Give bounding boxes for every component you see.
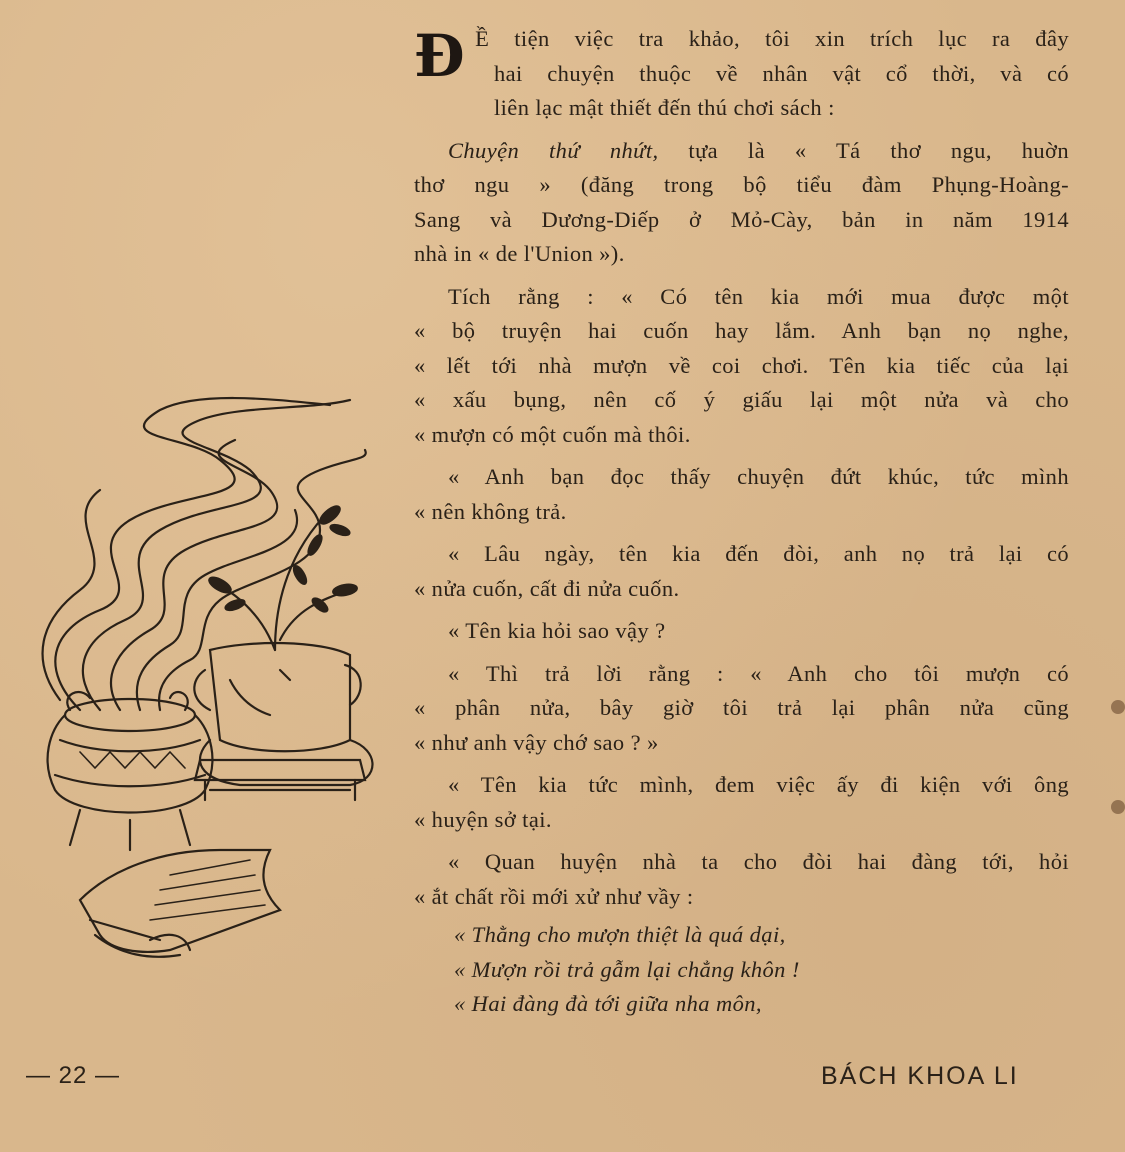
text-line: « ắt chất rồi mới xử như vầy : bbox=[414, 883, 694, 909]
incense-burner bbox=[48, 692, 213, 850]
text-line: « huyện sở tại. bbox=[414, 806, 552, 832]
paragraph-5 bbox=[414, 614, 1069, 649]
text-line: « nên không trả. bbox=[414, 498, 567, 524]
poem-line: « Thằng cho mượn thiệt là quá dại, bbox=[454, 922, 786, 947]
paragraph-4 bbox=[414, 537, 1069, 606]
paragraph-3 bbox=[414, 460, 1069, 529]
paper-stain bbox=[1111, 700, 1125, 714]
paragraph-2 bbox=[414, 280, 1069, 453]
poem-line: « Mượn rồi trả gẫm lại chẳng khôn ! bbox=[454, 956, 800, 982]
intro-line: Ề tiện việc tra khảo, tôi xin trích lục ra đây bbox=[475, 26, 1069, 51]
smoke-lines bbox=[43, 398, 366, 710]
publication-title: BÁCH KHOA LI bbox=[821, 1062, 1019, 1090]
paragraph-1 bbox=[414, 134, 1069, 272]
text-line: « Lâu ngày, tên kia đến đòi, anh nọ trả lại có bbox=[448, 541, 1069, 566]
text-line: Tích rằng : « Có tên kia mới mua được một bbox=[448, 283, 1069, 309]
text-line: nhà in « de l'Union »). bbox=[414, 241, 625, 266]
text-line: « lết tới nhà mượn về coi chơi. Tên kia tiếc của lại bbox=[414, 352, 1069, 378]
text-line: « phân nửa, bây giờ tôi trả lại phân nửa cũng bbox=[414, 695, 1069, 720]
open-book bbox=[80, 850, 280, 957]
plant-leaves bbox=[207, 503, 358, 650]
paragraph-6 bbox=[414, 657, 1069, 761]
text-line: Sang và Dương-Diếp ở Mỏ-Cày, bản in năm 1914 bbox=[414, 206, 1069, 232]
paper-stain bbox=[1111, 800, 1125, 814]
text-line: « bộ truyện hai cuốn hay lắm. Anh bạn nọ nghe, bbox=[414, 318, 1069, 343]
text-line: « Anh bạn đọc thấy chuyện đứt khúc, tức mình bbox=[448, 464, 1069, 489]
intro-line: hai chuyện thuộc về nhân vật cổ thời, và có bbox=[494, 60, 1069, 86]
text-line: « mượn có một cuốn mà thôi. bbox=[414, 421, 691, 447]
drop-cap: Đ bbox=[414, 22, 466, 90]
paragraph-8 bbox=[414, 845, 1069, 914]
text-line: tựa là « Tá thơ ngu, huờn bbox=[658, 137, 1069, 163]
intro-paragraph bbox=[414, 22, 1069, 126]
text-line: « Thì trả lời rằng : « Anh cho tôi mượn có bbox=[448, 660, 1069, 686]
text-line: « Quan huyện nhà ta cho đòi hai đàng tới, hỏi bbox=[448, 849, 1069, 874]
incense-burner-book-illustration bbox=[20, 380, 400, 980]
stand bbox=[195, 760, 365, 800]
poem bbox=[414, 918, 1069, 1022]
text-line: thơ ngu » (đăng trong bộ tiểu đàm Phụng-Hoàng- bbox=[414, 172, 1069, 197]
paragraph-7 bbox=[414, 768, 1069, 837]
page-number: — 22 — bbox=[26, 1062, 121, 1089]
text-line: « như anh vậy chớ sao ? » bbox=[414, 729, 659, 755]
plant-pot bbox=[194, 643, 372, 785]
text-line: « Tên kia tức mình, đem việc ấy đi kiện với ông bbox=[448, 772, 1069, 797]
text-line: « xấu bụng, nên cố ý giấu lại một nửa và cho bbox=[414, 387, 1069, 412]
poem-line: « Hai đàng đà tới giữa nha môn, bbox=[454, 991, 762, 1016]
text-line: « Tên kia hỏi sao vậy ? bbox=[448, 618, 666, 643]
text-line: « nửa cuốn, cất đi nửa cuốn. bbox=[414, 575, 680, 601]
article-text bbox=[414, 22, 1069, 1030]
italic-lead: Chuyện thứ nhứt, bbox=[448, 137, 659, 163]
intro-line: liên lạc mật thiết đến thú chơi sách : bbox=[494, 95, 835, 120]
